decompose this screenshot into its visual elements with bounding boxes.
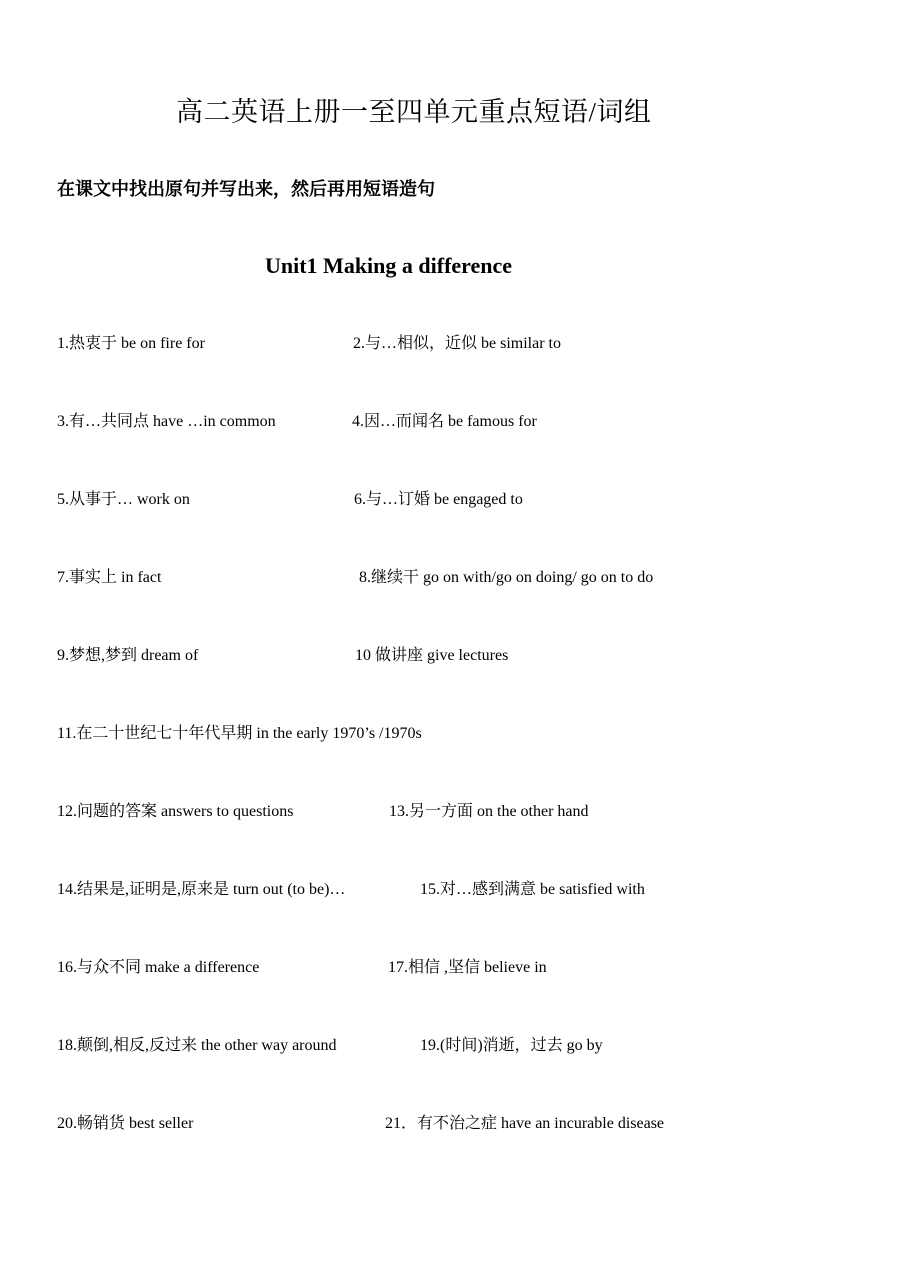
unit-heading: Unit1 Making a difference (265, 253, 513, 278)
phrase-item: 5.从事于… work on (57, 491, 190, 508)
document-title: 高二英语上册一至四单元重点短语/词组 (176, 97, 652, 127)
instruction-text: 在课文中找出原句并写出来，然后再用短语造句 (57, 179, 435, 199)
phrase-item: 9.梦想,梦到 dream of (57, 647, 199, 664)
phrase-item: 6.与…订婚 be engaged to (354, 491, 523, 508)
phrase-item: 16.与众不同 make a difference (57, 959, 260, 976)
phrase-item: 18.颠倒,相反,反过来 the other way around (57, 1037, 337, 1054)
phrase-item: 19.(时间)消逝，过去 go by (420, 1037, 603, 1054)
phrase-item: 8.继续干 go on with/go on doing/ go on to do (359, 569, 654, 586)
phrase-item: 3.有…共同点 have …in common (57, 413, 276, 430)
phrase-item: 13.另一方面 on the other hand (389, 803, 589, 820)
phrase-item: 2.与…相似，近似 be similar to (353, 335, 561, 352)
phrase-item: 21．有不治之症 have an incurable disease (385, 1115, 665, 1132)
phrase-item: 12.问题的答案 answers to questions (57, 803, 294, 820)
phrase-item: 14.结果是,证明是,原来是 turn out (to be)… (57, 881, 346, 898)
phrase-item: 11.在二十世纪七十年代早期 in the early 1970’s /1970s (57, 725, 422, 742)
phrase-item: 17.相信 ,坚信 believe in (388, 959, 547, 976)
phrase-item: 10 做讲座 give lectures (355, 647, 509, 664)
phrase-item: 20.畅销货 best seller (57, 1115, 194, 1132)
phrase-item: 15.对…感到满意 be satisfied with (420, 881, 645, 898)
phrase-item: 1.热衷于 be on fire for (57, 335, 205, 352)
phrase-item: 4.因…而闻名 be famous for (352, 413, 537, 430)
phrase-item: 7.事实上 in fact (57, 569, 162, 586)
